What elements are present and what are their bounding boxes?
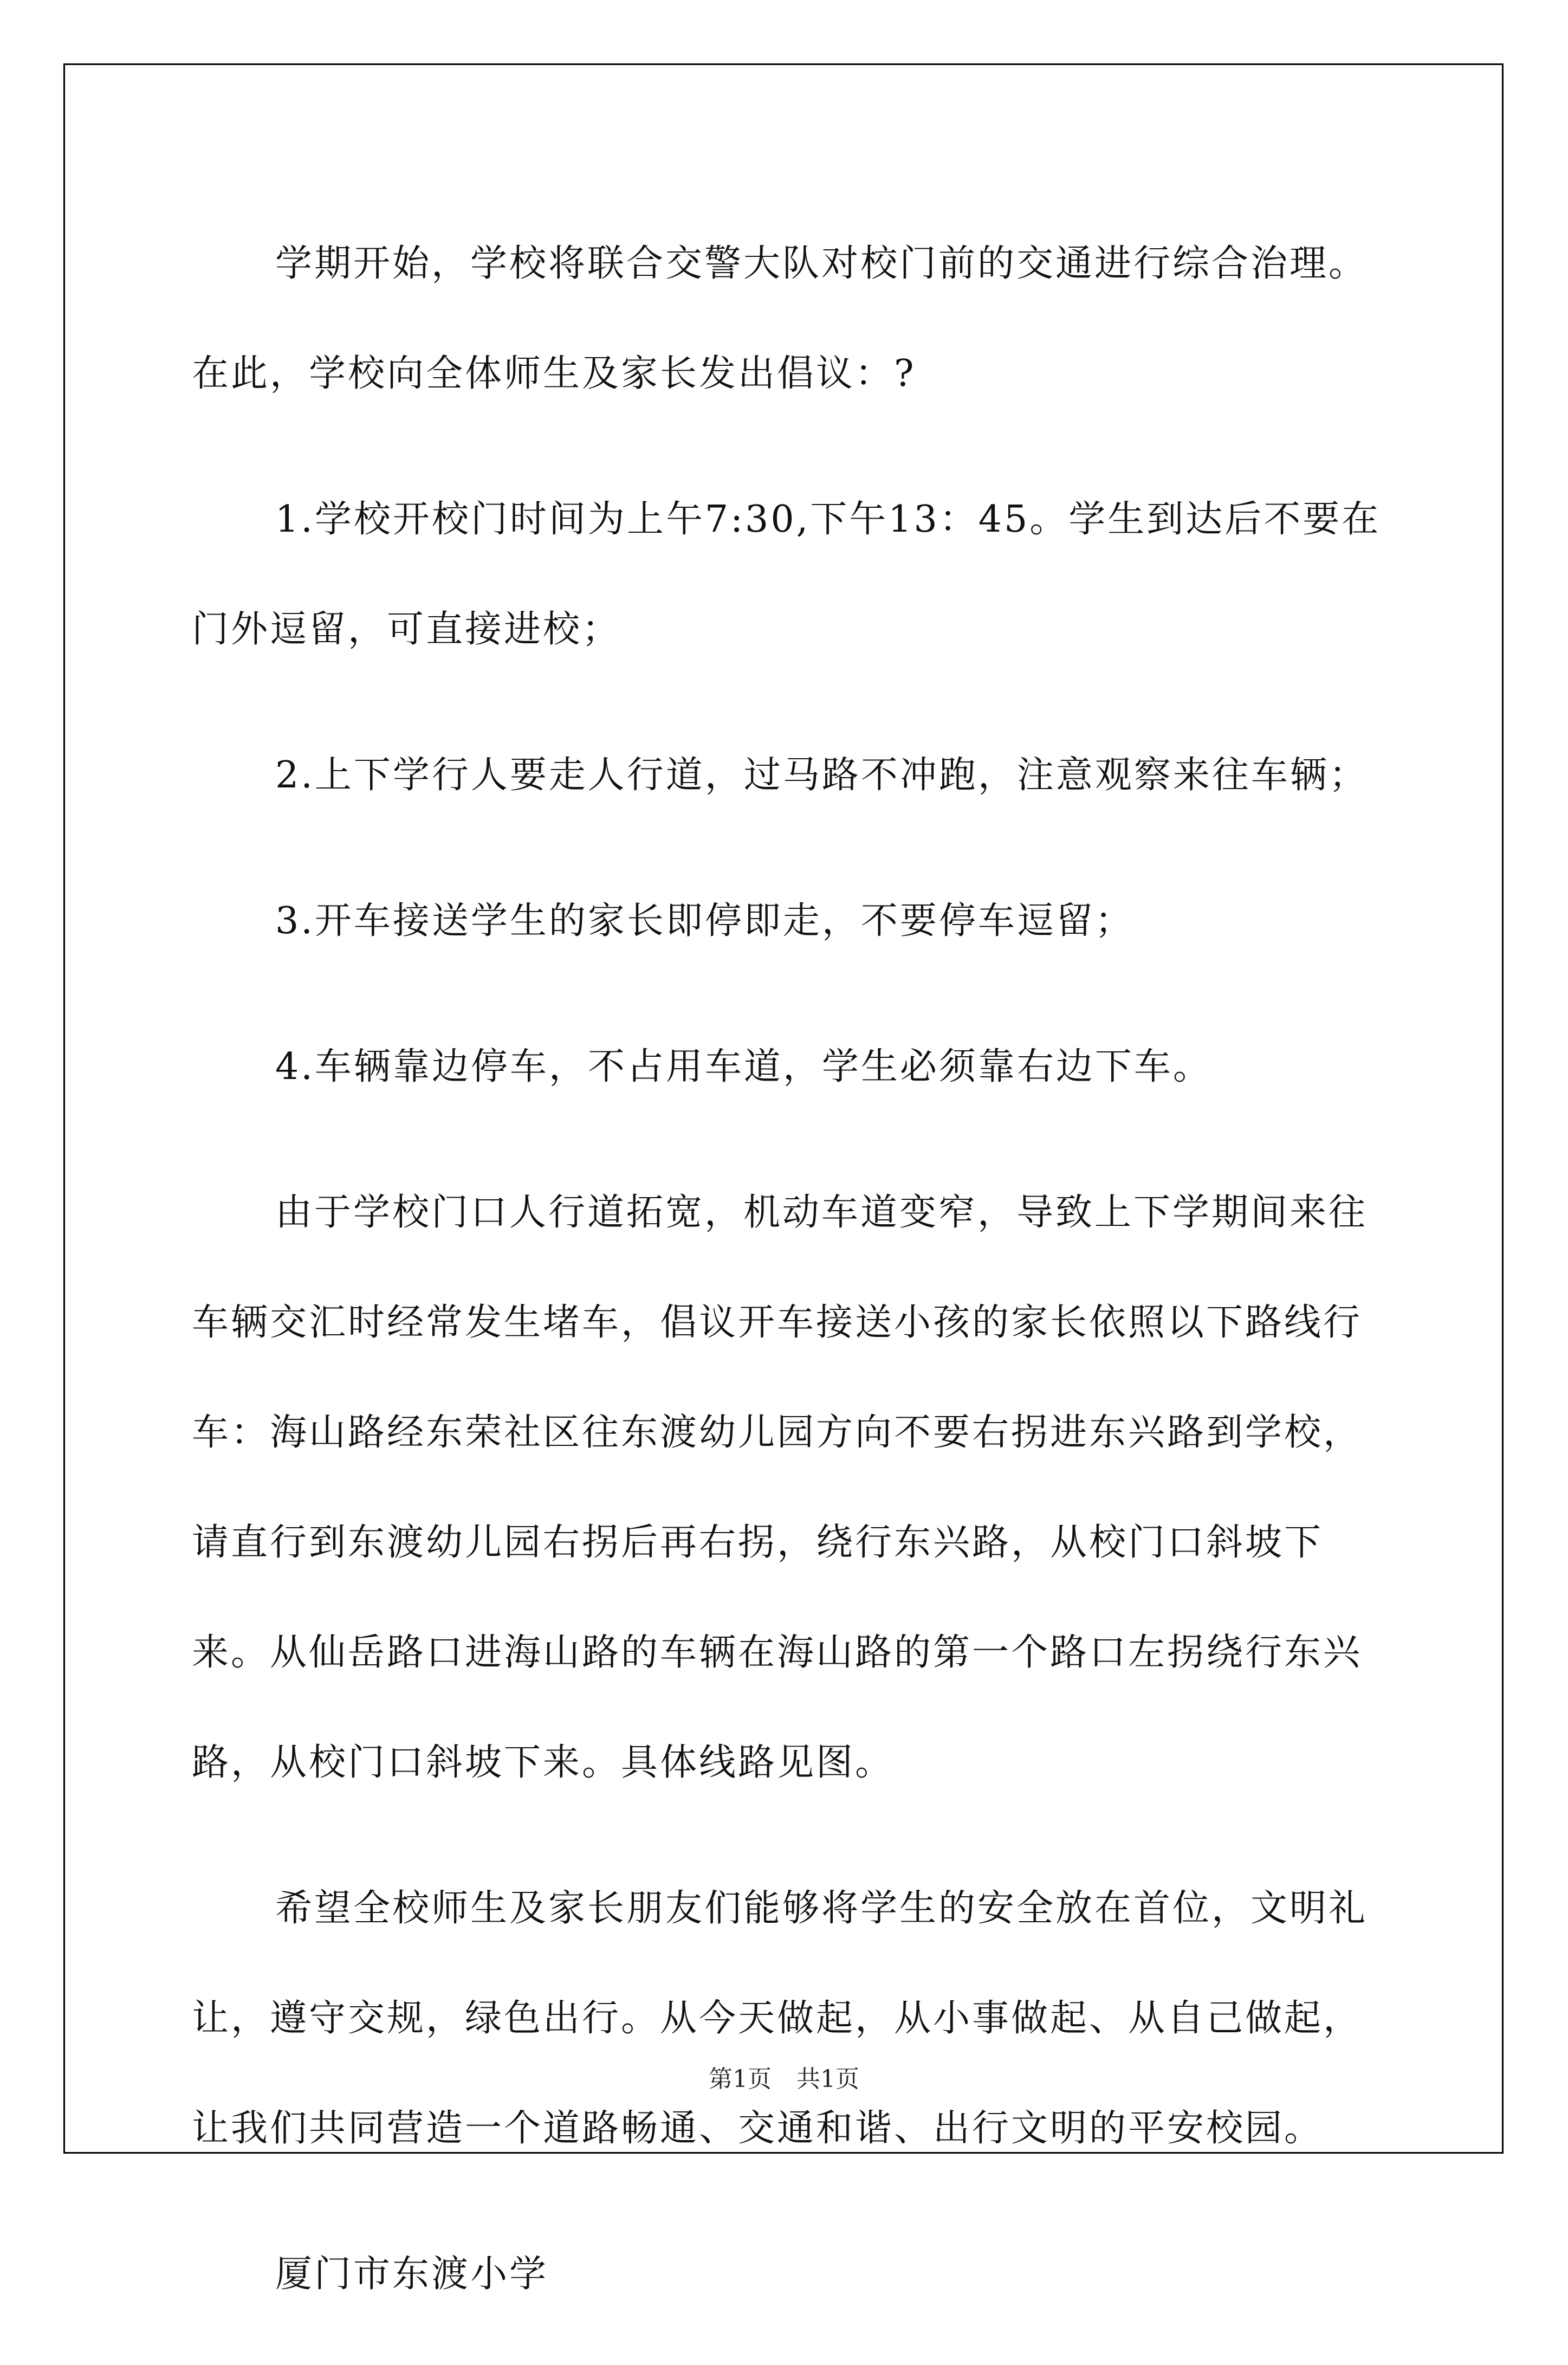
signature: 厦门市东渡小学 — [275, 2253, 549, 2296]
page-total: 共1页 — [796, 2065, 859, 2093]
paragraph-closing: 希望全校师生及家长朋友们能够将学生的安全放在首位，文明礼让，遵守交规，绿色出行。从今天做起，从小事做起、从自己做起，让我们共同营造一个道路畅通、交通和谐、出行文明的平安校园。 — [192, 1887, 1368, 2150]
paragraph-route: 由于学校门口人行道拓宽，机动车道变窄，导致上下学期间来往车辆交汇时经常发生堵车，倡议开车接送小孩的家长依照以下路线行车：海山路经东荣社区往东渡幼儿园方向不要右拐进东兴路到学校，请直行到东渡幼儿园右拐后再右拐，绕行东兴路，从校门口斜坡下来。从仙岳路口进海山路的车辆在海山路的第一个路口左拐绕行东兴路，从校门口斜坡下来。具体线路见图。 — [192, 1191, 1368, 1784]
paragraph-item-3: 3.开车接送学生的家长即停即走，不要停车逗留； — [275, 900, 1134, 942]
paragraph-intro: 学期开始，学校将联合交警大队对校门前的交通进行综合治理。在此，学校向全体师生及家长发出倡议：? — [192, 242, 1368, 395]
page-number: 第1页 — [709, 2065, 772, 2093]
paragraph-item-1: 1.学校开校门时间为上午7:30,下午13：45。学生到达后不要在门外逗留，可直接进校； — [192, 498, 1381, 651]
paragraph-item-4: 4.车辆靠边停车，不占用车道，学生必须靠右边下车。 — [275, 1045, 1212, 1088]
document-body — [192, 209, 1389, 2365]
paragraph-item-2: 2.上下学行人要走人行道，过马路不冲跑，注意观察来往车辆； — [275, 754, 1368, 797]
page-footer — [0, 2059, 1568, 2094]
